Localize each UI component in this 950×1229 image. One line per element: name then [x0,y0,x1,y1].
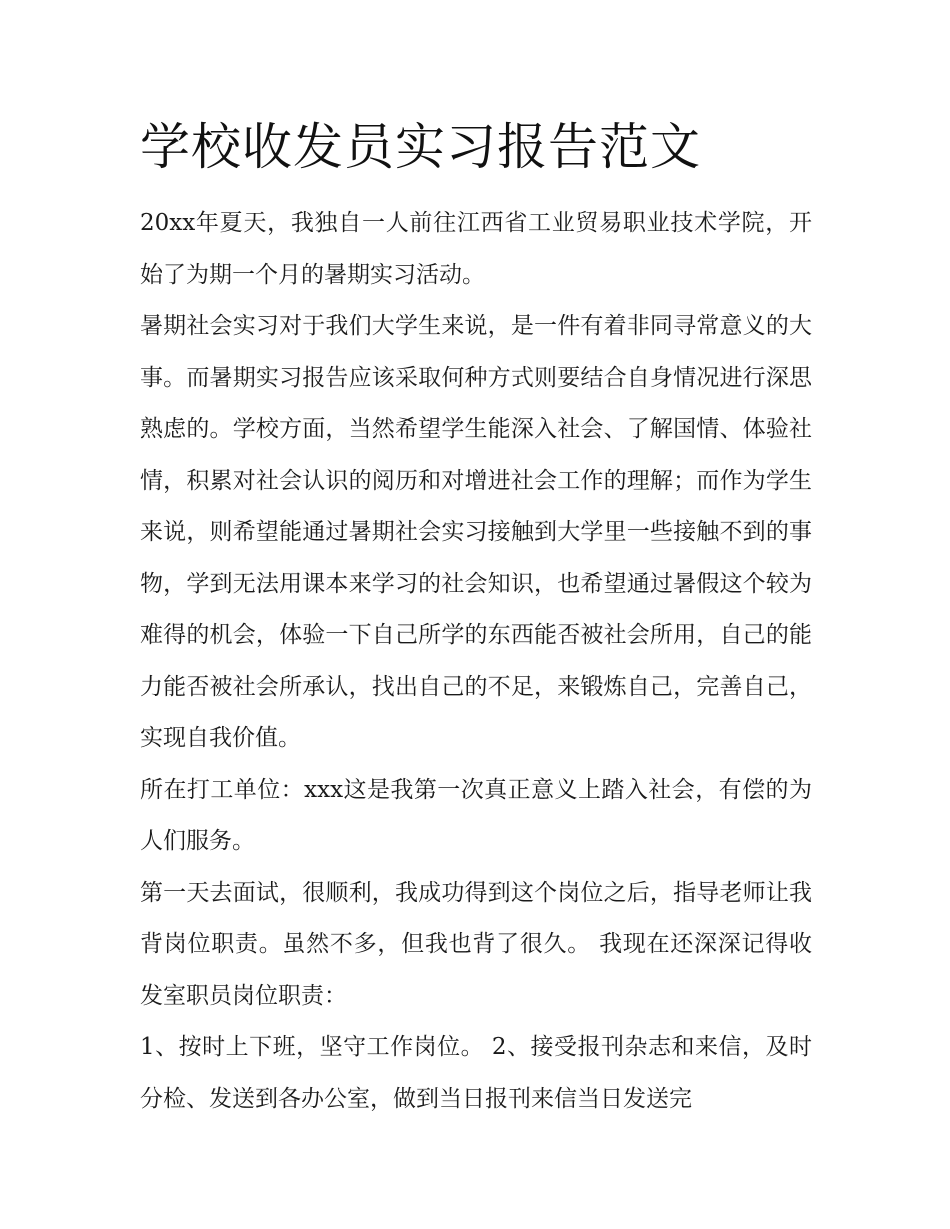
paragraph-interview: 第一天去面试，很顺利，我成功得到这个岗位之后，指导老师让我背岗位职责。虽然不多，但我也背了很久。 我现在还深深记得收发室职员岗位职责： [140,879,812,1009]
paragraph-workplace: 所在打工单位：xxx这是我第一次真正意义上踏入社会，有偿的为人们服务。 [140,776,812,854]
paragraph-intro: 20xx年夏天，我独自一人前往江西省工业贸易职业技术学院，开始了为期一个月的暑期实习活动。 [140,210,812,288]
document-body [140,198,812,1125]
paragraph-duties: 1、按时上下班，坚守工作岗位。 2、接受报刊杂志和来信，及时分检、发送到各办公室，做到当日报刊来信当日发送完 [140,1034,812,1112]
paragraph-significance: 暑期社会实习对于我们大学生来说，是一件有着非同寻常意义的大事。而暑期实习报告应该采取何种方式则要结合自身情况进行深思熟虑的。学校方面，当然希望学生能深入社会、了解国情、体验社情，积累对社会认识的阅历和对增进社会工作的理解；而作为学生来说，则希望能通过暑期社会实习接触到大学里一些接触不到的事物，学到无法用课本来学习的社会知识，也希望通过暑假这个较为难得的机会，体验一下自己所学的东西能否被社会所用，自己的能力能否被社会所承认，找出自己的不足，来锻炼自己，完善自己，实现自我价值。 [140,313,812,751]
document-title: 学校收发员实习报告范文 [140,118,701,176]
